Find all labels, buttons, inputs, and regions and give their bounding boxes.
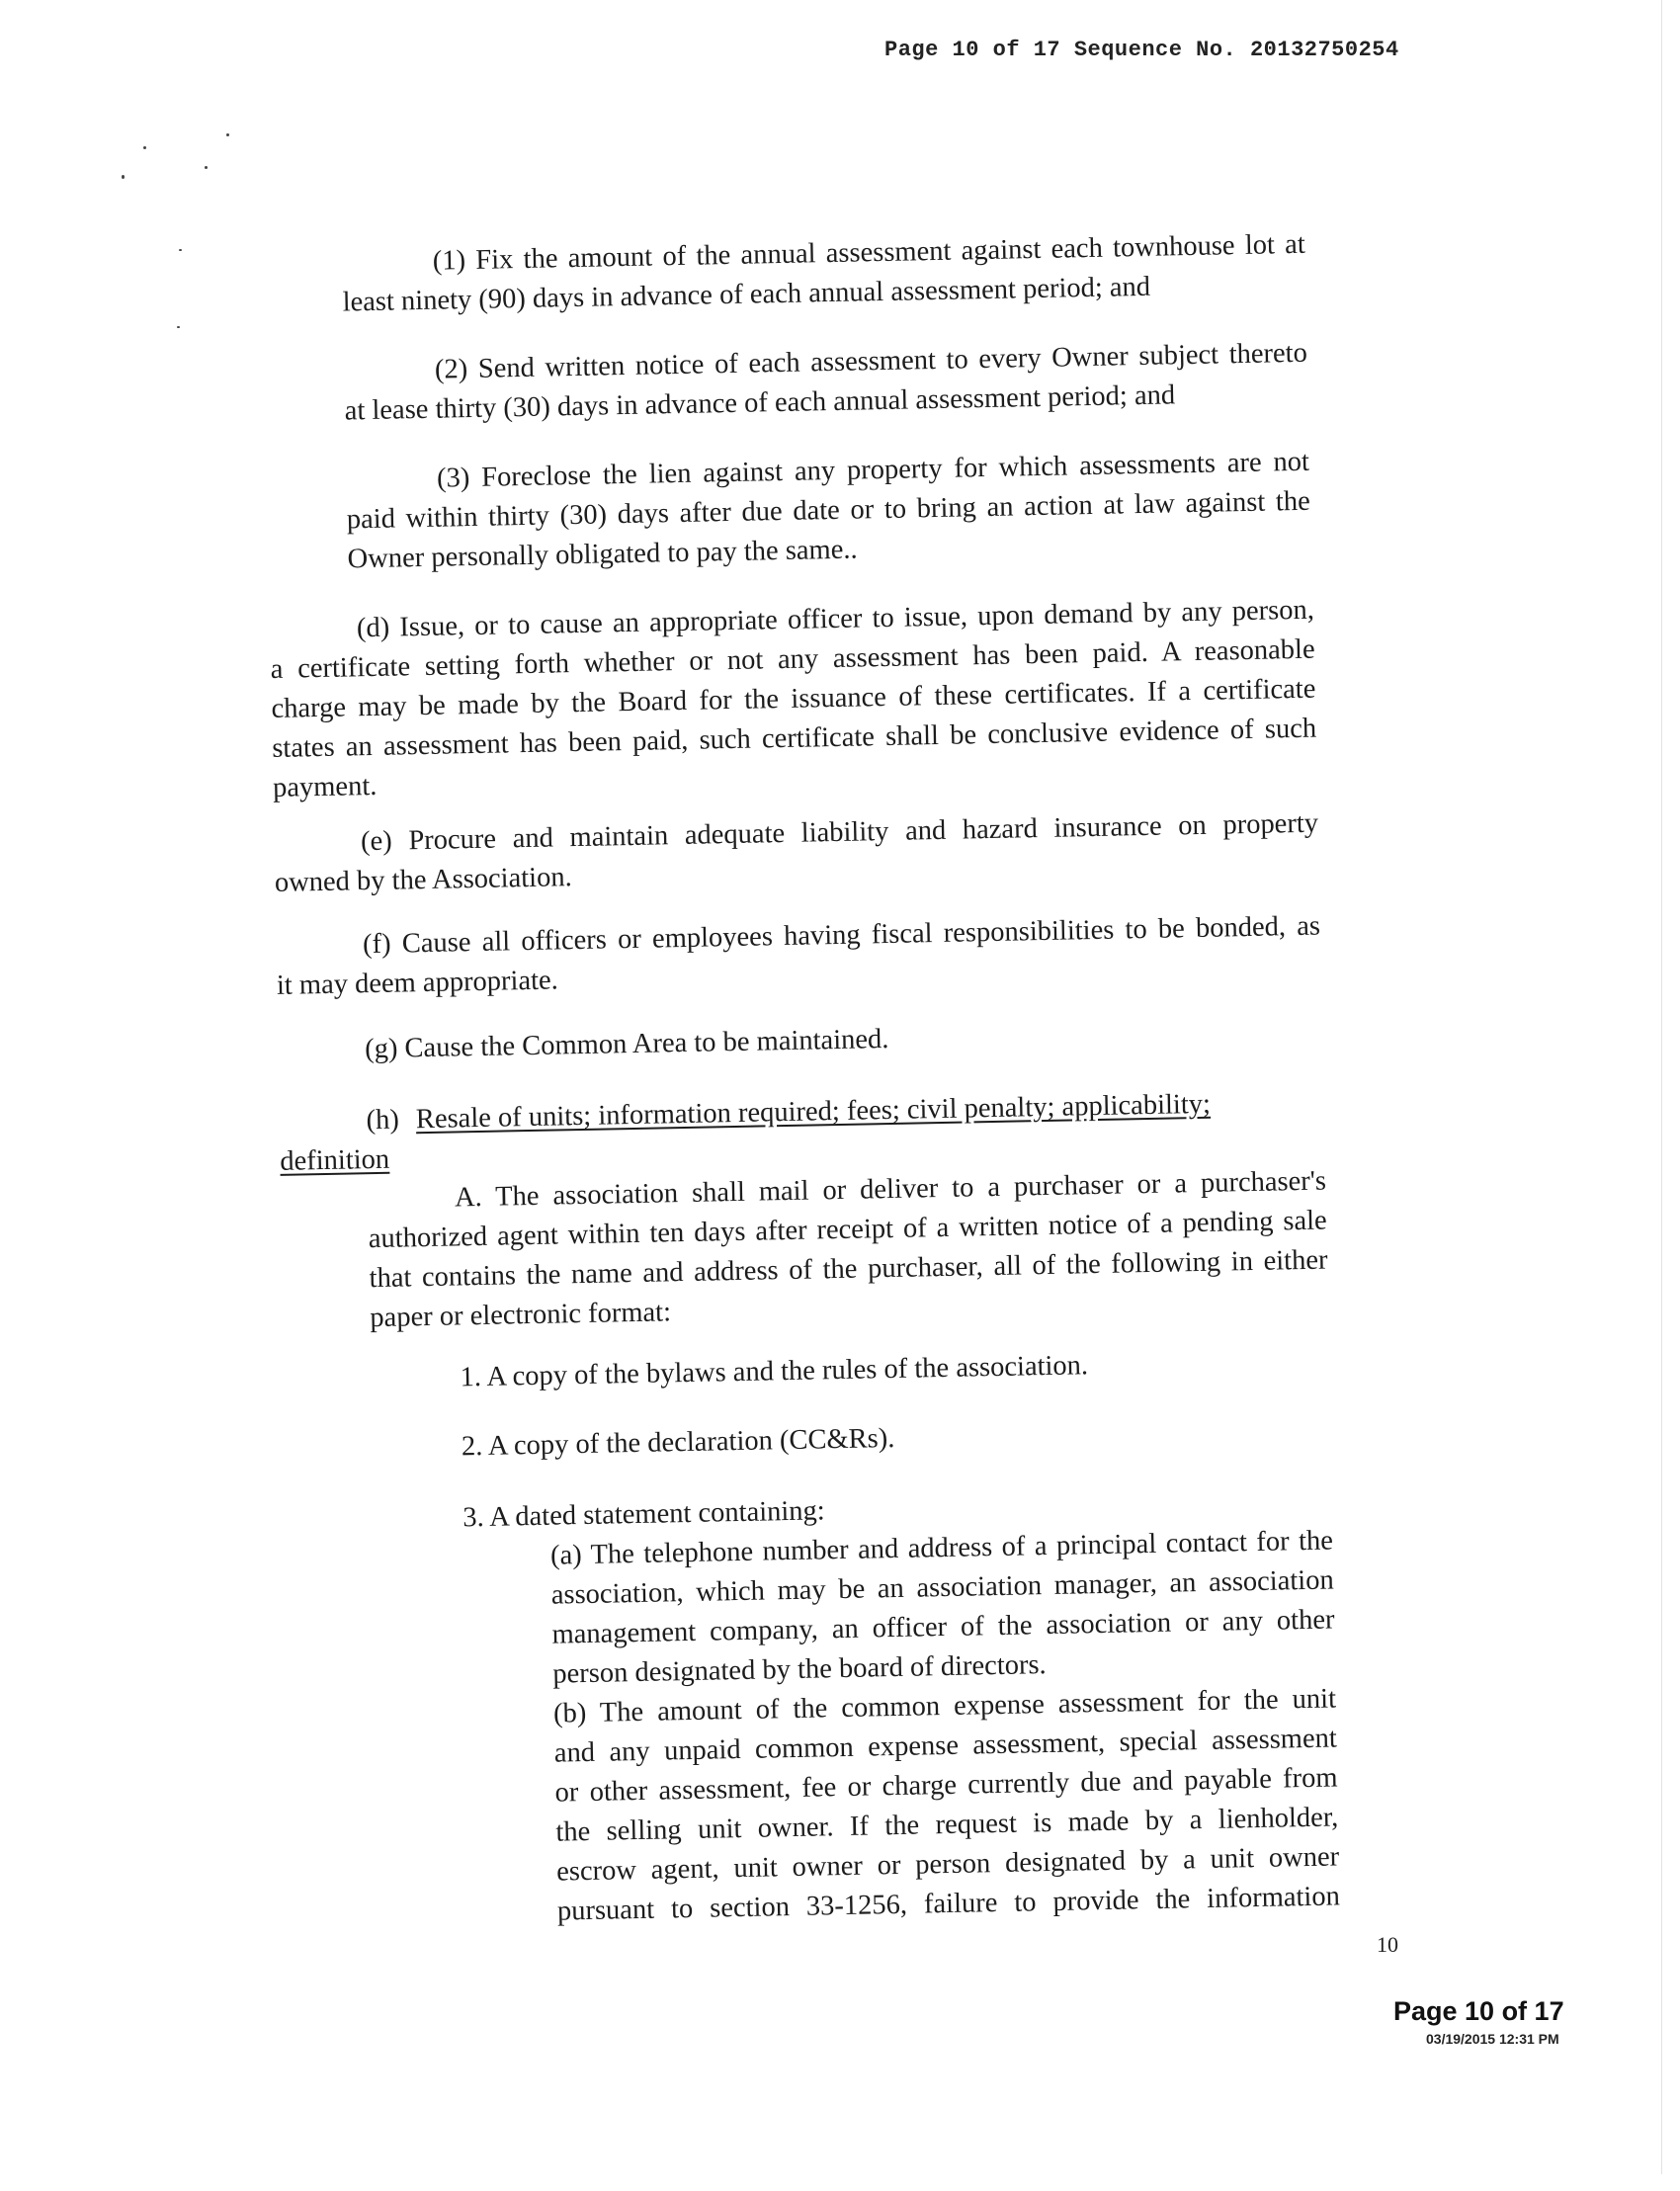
list-item-2 xyxy=(462,1410,1332,1467)
text-line: authorized agent within ten days after receipt of a written notice of a pending sale xyxy=(368,1205,1327,1255)
text-line: (b) The amount of the common expense assessment for the unit xyxy=(552,1683,1337,1729)
paragraph-c1 xyxy=(342,225,1306,323)
text-line: (a) The telephone number and address of a principal contact for the xyxy=(549,1525,1334,1571)
text-line: (f) Cause all officers or employees having fiscal responsibilities to be bonded, as xyxy=(362,910,1321,961)
text-line: states an assessment has been paid, such certificate shall be conclusive evidence of such xyxy=(272,713,1317,764)
text-line: it may deem appropriate. xyxy=(276,965,559,1001)
text-line: Owner personally obligated to pay the same.. xyxy=(347,534,858,575)
text-line: at lease thirty (30) days in advance of each annual assessment period; and xyxy=(344,379,1176,427)
item-label: (h) xyxy=(366,1104,400,1137)
section-title: Resale of units; information required; fees; civil penalty; applicability; xyxy=(415,1088,1212,1136)
text-line: payment. xyxy=(272,770,378,803)
text-line: (e) Procure and maintain adequate liability and hazard insurance on property xyxy=(360,807,1319,858)
text-line: 1. A copy of the bylaws and the rules of the association. xyxy=(460,1350,1089,1393)
text-line: (g) Cause the Common Area to be maintained. xyxy=(364,1024,889,1065)
text-line: 3. A dated statement containing: xyxy=(462,1495,825,1534)
text-line: or other assessment, fee or charge currently due and payable from xyxy=(554,1762,1338,1809)
text-line: the selling unit owner. If the request is made by a lienholder, xyxy=(555,1802,1339,1848)
text-line: (2) Send written notice of each assessment to every Owner subject thereto xyxy=(434,337,1308,385)
text-line: pursuant to section 33-1256, failure to provide the information xyxy=(556,1881,1341,1927)
page-number: 10 xyxy=(1377,1932,1398,1957)
text-line: paper or electronic format: xyxy=(370,1297,672,1334)
footer-page-label: Page 10 of 17 xyxy=(1393,1996,1564,2026)
text-line: charge may be made by the Board for the issuance of these certificates. If a certificate xyxy=(271,673,1316,724)
paragraph-e xyxy=(274,804,1319,903)
text-line: 2. A copy of the declaration (CC&Rs). xyxy=(461,1422,895,1463)
text-line: that contains the name and address of the purchaser, all of the following in either xyxy=(369,1244,1328,1295)
text-line: least ninety (90) days in advance of each annual assessment period; and xyxy=(342,271,1151,318)
text-line: (3) Foreclose the lien against any property for which assessments are not xyxy=(436,446,1310,494)
text-line: escrow agent, unit owner or person designated by a unit owner xyxy=(555,1841,1340,1888)
list-item-3a xyxy=(550,1521,1336,1694)
section-title-cont: definition xyxy=(280,1143,390,1177)
text-line: person designated by the board of directors. xyxy=(552,1649,1047,1690)
paragraph-f xyxy=(276,907,1321,1006)
text-line: (1) Fix the amount of the annual assessment against each townhouse lot at xyxy=(432,228,1306,277)
paragraph-g xyxy=(365,1012,1314,1069)
paragraph-d xyxy=(270,591,1318,808)
list-item-1 xyxy=(460,1342,1330,1398)
text-line: a certificate setting forth whether or not any assessment has been paid. A reasonable xyxy=(270,633,1315,685)
text-line: and any unpaid common expense assessment, special assessment xyxy=(553,1723,1338,1769)
text-line: paid within thirty (30) days after due date or to bring an action at law against the xyxy=(346,485,1310,536)
text-line: management company, an officer of the association or any other xyxy=(551,1604,1335,1650)
text-line: owned by the Association. xyxy=(274,862,572,898)
list-item-3b xyxy=(553,1679,1340,1931)
paragraph-c3 xyxy=(346,443,1311,580)
footer-timestamp: 03/19/2015 12:31 PM xyxy=(1426,2031,1559,2047)
paragraph-c2 xyxy=(344,334,1308,432)
paragraph-A xyxy=(368,1162,1329,1339)
text-line: (d) Issue, or to cause an appropriate officer to issue, upon demand by any person, xyxy=(356,594,1315,644)
text-line: A. The association shall mail or deliver to a purchaser or a purchaser's xyxy=(454,1165,1327,1214)
text-line: association, which may be an association manager, an association xyxy=(550,1564,1334,1611)
sequence-header: Page 10 of 17 Sequence No. 20132750254 xyxy=(884,38,1399,62)
